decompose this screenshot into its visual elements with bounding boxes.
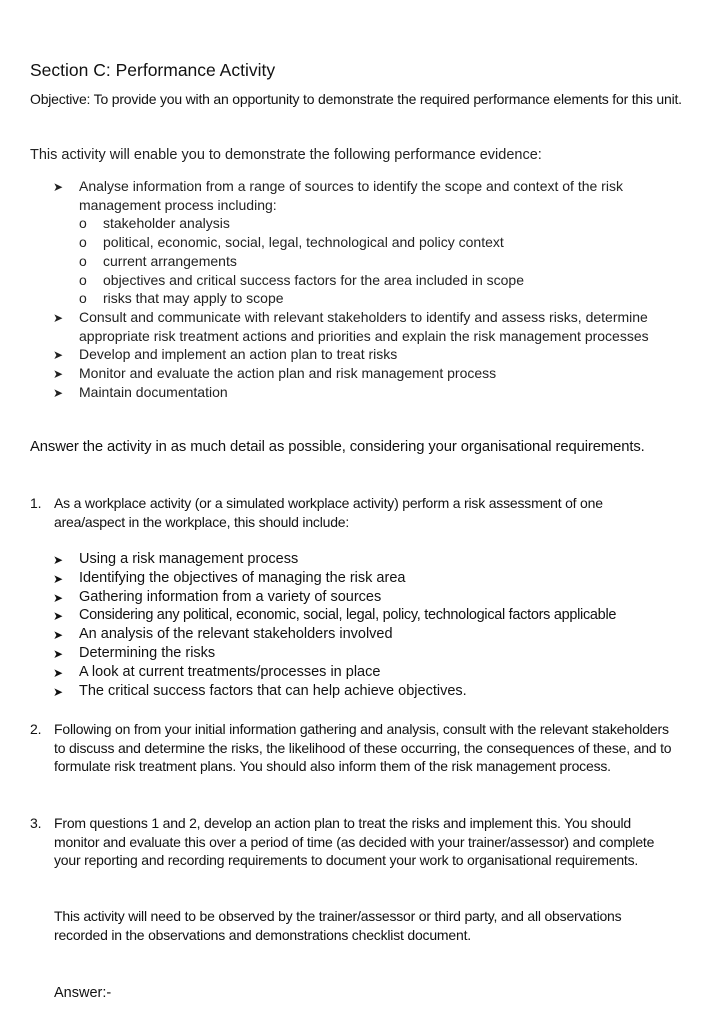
sub-list-item — [30, 233, 680, 252]
arrow-bullet-icon: ➤ — [53, 553, 64, 567]
intro-text: This activity will enable you to demonstrate the following performance evidence: — [30, 147, 542, 163]
list-item — [30, 682, 710, 701]
objective-text: Objective: To provide you with an opportunity to demonstrate the required performance elements for this unit. — [30, 91, 682, 107]
list-item-text: The critical success factors that can help achieve objectives. — [79, 682, 467, 699]
list-item-text: Gathering information from a variety of sources — [79, 588, 382, 605]
list-item — [30, 308, 680, 345]
list-item-text: Identifying the objectives of managing the risk area — [79, 569, 406, 586]
list-item-text: Monitor and evaluate the action plan and risk management process — [79, 365, 497, 382]
question-number: 1. — [30, 495, 42, 511]
circle-bullet-icon: o — [79, 215, 87, 232]
list-item — [30, 177, 680, 214]
arrow-bullet-icon: ➤ — [53, 348, 64, 363]
list-item-text: Maintain documentation — [79, 383, 228, 400]
arrow-bullet-icon: ➤ — [53, 571, 64, 586]
list-item-text: An analysis of the relevant stakeholders involved — [79, 626, 393, 643]
sub-list-item-text: risks that may apply to scope — [103, 290, 284, 307]
sub-list-item — [30, 252, 680, 271]
list-item-text: Consult and communicate with relevant stakeholders to identify and assess risks, determine appropriate risk treatment actions and priorities and explain the risk management processes — [79, 308, 649, 344]
question-number: 2. — [30, 721, 42, 737]
sub-list-item — [30, 271, 680, 290]
circle-bullet-icon: o — [79, 234, 87, 251]
sub-list-item — [30, 214, 680, 233]
arrow-bullet-icon: ➤ — [53, 590, 64, 605]
list-item-text: Using a risk management process — [79, 551, 299, 567]
circle-bullet-icon: o — [79, 252, 87, 269]
list-item — [30, 550, 710, 569]
question-text: From questions 1 and 2, develop an action plan to treat the risks and implement this. You should monitor and evaluate this over a period of time (as decided with your trainer/assessor) and complete your reporting and recording requirements to document your work to organisational requirements. — [54, 815, 655, 869]
sub-list-item — [30, 289, 680, 308]
question-text: As a workplace activity (or a simulated workplace activity) perform a risk assessment of one area/aspect in the workplace, this should include: — [54, 495, 603, 530]
circle-bullet-icon: o — [79, 290, 87, 307]
list-item — [30, 345, 680, 364]
arrow-bullet-icon: ➤ — [53, 628, 64, 643]
performance-evidence-list — [30, 177, 680, 401]
arrow-bullet-icon: ➤ — [53, 609, 64, 624]
list-item-text: Considering any political, economic, social, legal, policy, technological factors applicable — [79, 607, 617, 624]
list-item — [30, 364, 680, 383]
arrow-bullet-icon: ➤ — [53, 367, 64, 382]
question-number: 3. — [30, 815, 42, 831]
question-1-bullets — [30, 550, 710, 700]
section-title: Section C: Performance Activity — [30, 60, 276, 80]
arrow-bullet-icon: ➤ — [53, 684, 64, 699]
list-item — [30, 606, 710, 625]
sub-list-item-text: objectives and critical success factors for the area included in scope — [103, 271, 524, 288]
list-item-text: A look at current treatments/processes in place — [79, 663, 381, 680]
sub-list-item-text: current arrangements — [103, 252, 237, 269]
circle-bullet-icon: o — [79, 271, 87, 288]
observation-note: This activity will need to be observed by the trainer/assessor or third party, and all observations recorded in the observations and demonstrations checklist document. — [54, 908, 622, 943]
list-item-text: Determining the risks — [79, 644, 216, 661]
list-item-text: Develop and implement an action plan to treat risks — [79, 346, 398, 363]
list-item — [30, 644, 710, 663]
list-item — [30, 625, 710, 644]
arrow-bullet-icon: ➤ — [53, 310, 64, 325]
answer-instruction: Answer the activity in as much detail as possible, considering your organisational requirements. — [30, 439, 645, 455]
list-item — [30, 383, 680, 402]
arrow-bullet-icon: ➤ — [53, 646, 64, 661]
arrow-bullet-icon: ➤ — [53, 385, 64, 400]
list-item — [30, 588, 710, 607]
arrow-bullet-icon: ➤ — [53, 665, 64, 680]
list-item — [30, 569, 710, 588]
answer-label: Answer:- — [54, 985, 112, 1001]
question-text: Following on from your initial information gathering and analysis, consult with the relevant stakeholders to discuss and determine the risks, the likelihood of these occurring, the consequences of these, and to formulate risk treatment plans. You should also inform them of the risk management process. — [54, 721, 672, 775]
list-item — [30, 663, 710, 682]
sub-list-item-text: stakeholder analysis — [103, 215, 230, 232]
list-item-text: Analyse information from a range of sources to identify the scope and context of the risk management process including: — [79, 178, 623, 213]
sub-list-item-text: political, economic, social, legal, technological and policy context — [103, 234, 504, 251]
arrow-bullet-icon: ➤ — [53, 180, 64, 194]
